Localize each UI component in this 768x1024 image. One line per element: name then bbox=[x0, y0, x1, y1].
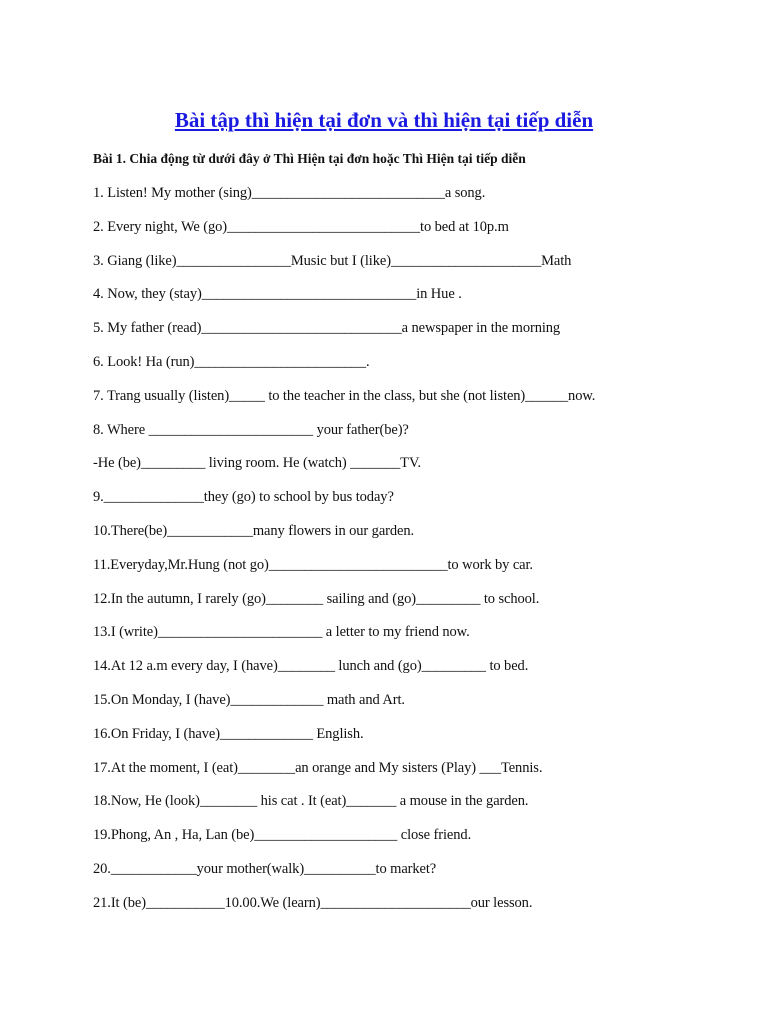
exercise-item: 1. Listen! My mother (sing)___________________________a song. bbox=[93, 185, 486, 201]
exercise-item: 21.It (be)___________10.00.We (learn)_____________________our lesson. bbox=[93, 894, 533, 911]
exercise-item: 10.There(be)____________many flowers in our garden. bbox=[93, 522, 415, 539]
exercise-item: 13.I (write)_______________________ a letter to my friend now. bbox=[93, 624, 470, 641]
exercise-item: 7. Trang usually (listen)_____ to the teacher in the class, but she (not listen)______now. bbox=[93, 387, 596, 404]
exercise-item: 14.At 12 a.m every day, I (have)________ lunch and (go)_________ to bed. bbox=[93, 658, 529, 675]
exercise-list bbox=[93, 185, 733, 929]
exercise-item: 6. Look! Ha (run)________________________. bbox=[93, 353, 370, 370]
exercise-item: 12.In the autumn, I rarely (go)________ sailing and (go)_________ to school. bbox=[93, 590, 540, 607]
exercise-item: 19.Phong, An , Ha, Lan (be)____________________ close friend. bbox=[93, 827, 472, 844]
exercise-item: 9.______________they (go) to school by bus today? bbox=[93, 489, 394, 506]
exercise-item: 16.On Friday, I (have)_____________ English. bbox=[93, 725, 364, 742]
exercise-item: 15.On Monday, I (have)_____________ math and Art. bbox=[93, 691, 405, 708]
exercise-item: 2. Every night, We (go)___________________________to bed at 10p.m bbox=[93, 218, 509, 235]
page-title[interactable]: Bài tập thì hiện tại đơn và thì hiện tại tiếp diễn bbox=[174, 108, 594, 132]
exercise-item: 5. My father (read)____________________________a newspaper in the morning bbox=[93, 320, 561, 337]
exercise-item: 18.Now, He (look)________ his cat . It (eat)_______ a mouse in the garden. bbox=[93, 793, 529, 810]
exercise-item: 4. Now, they (stay)______________________________in Hue . bbox=[93, 286, 462, 303]
exercise-item: -He (be)_________ living room. He (watch) _______TV. bbox=[93, 455, 421, 472]
exercise-item: 11.Everyday,Mr.Hung (not go)_________________________to work by car. bbox=[93, 556, 533, 573]
exercise-item: 8. Where _______________________ your father(be)? bbox=[93, 421, 409, 438]
exercise-item: 17.At the moment, I (eat)________an orange and My sisters (Play) ___Tennis. bbox=[93, 759, 543, 776]
exercise-item: 3. Giang (like)________________Music but I (like)_____________________Math bbox=[93, 252, 572, 269]
exercise-instruction: Bài 1. Chia động từ dưới đây ở Thì Hiện tại đơn hoặc Thì Hiện tại tiếp diễn bbox=[93, 151, 526, 166]
exercise-item: 20.____________your mother(walk)__________to market? bbox=[93, 860, 437, 877]
